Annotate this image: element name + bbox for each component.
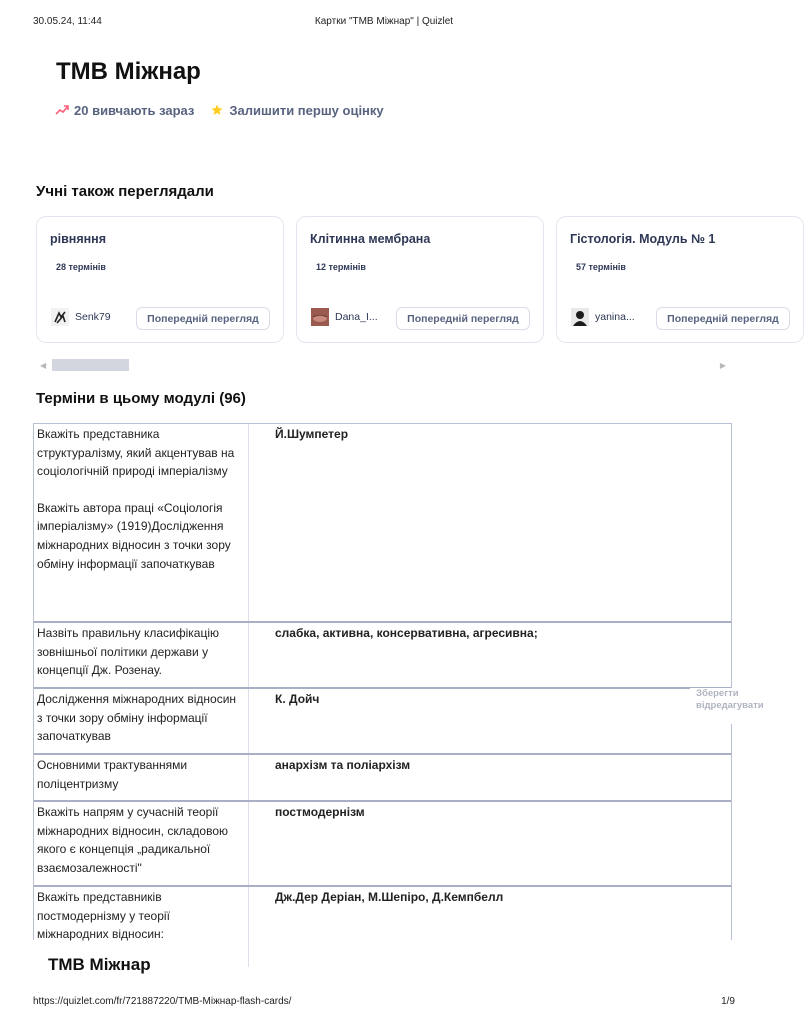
avatar[interactable] xyxy=(571,308,589,326)
print-datetime: 30.05.24, 11:44 xyxy=(33,16,102,27)
definition-text: Назвіть правильну класифікацію зовнішньої політики держави у концепції Дж. Розенау. xyxy=(37,626,219,678)
scrollbar-thumb[interactable] xyxy=(52,359,129,371)
term-definition xyxy=(37,803,237,877)
term-answer: Й.Шумпетер xyxy=(275,427,349,441)
scroll-right-arrow-icon[interactable]: ▶ xyxy=(719,361,726,370)
table-row xyxy=(34,802,731,887)
preview-button[interactable]: Попередній перегляд xyxy=(396,307,530,330)
print-header xyxy=(33,16,735,30)
set-card-term-count: 57 термінів xyxy=(576,262,626,272)
avatar[interactable] xyxy=(51,308,69,326)
term-definition xyxy=(37,756,237,793)
creator-username[interactable]: Senk79 xyxy=(75,311,111,323)
terms-heading: Терміни в цьому модулі (96) xyxy=(36,390,246,407)
creator-username[interactable]: Dana_I... xyxy=(335,311,378,323)
definition-text: Основними трактуваннями поліцентризму xyxy=(37,758,188,791)
set-card-title[interactable]: Клітинна мембрана xyxy=(310,232,431,246)
rate-first-link[interactable]: Залишити першу оцінку xyxy=(229,102,384,118)
print-page-number: 1/9 xyxy=(721,996,735,1007)
term-answer: постмодернізм xyxy=(275,805,365,819)
preview-button[interactable]: Попередній перегляд xyxy=(656,307,790,330)
save-hint-line: Зберегти xyxy=(696,688,739,699)
also-viewed-heading: Учні також переглядали xyxy=(36,183,214,200)
set-card-title[interactable]: рівняння xyxy=(50,232,107,246)
scroll-left-arrow-icon[interactable]: ◀ xyxy=(40,361,47,370)
preview-button[interactable]: Попередній перегляд xyxy=(136,307,270,330)
set-title: ТМВ Міжнар xyxy=(56,58,201,85)
print-footer xyxy=(33,996,735,1010)
term-answer: анархізм та поліархізм xyxy=(275,758,411,772)
set-card-title[interactable]: Гістологія. Модуль № 1 xyxy=(570,232,716,246)
set-card-term-count: 28 термінів xyxy=(56,262,106,272)
carousel-scrollbar[interactable] xyxy=(36,359,726,372)
table-row xyxy=(34,755,731,802)
table-row xyxy=(34,689,731,755)
print-doc-title: Картки "ТМВ Міжнар" | Quizlet xyxy=(314,16,454,27)
save-edit-hint[interactable] xyxy=(690,688,764,724)
definition-text: Вкажіть представників постмодернізму у теорії міжнародних відносин: xyxy=(37,890,170,942)
definition-text: Вкажіть автора праці «Соціологія імперіалізму» (1919)Дослідження міжнародних відносин з точки зору обміну інформації започаткував xyxy=(37,500,231,571)
definition-text: Дослідження міжнародних відносин з точки зору обміну інформації започаткував xyxy=(37,692,237,744)
avatar[interactable] xyxy=(311,308,329,326)
table-row xyxy=(34,424,731,623)
also-viewed-carousel xyxy=(36,216,779,344)
terms-table xyxy=(33,423,764,942)
term-answer: слабка, активна, консервативна, агресивна; xyxy=(275,626,538,640)
star-icon[interactable] xyxy=(210,103,224,117)
term-definition xyxy=(37,425,237,573)
set-card-term-count: 12 термінів xyxy=(316,262,366,272)
term-answer: К. Дойч xyxy=(275,692,320,706)
trending-icon xyxy=(55,103,69,117)
term-definition xyxy=(37,690,237,746)
print-url: https://quizlet.com/fr/721887220/TMB-Міжнар-flash-cards/ xyxy=(33,996,292,1007)
studying-now-count: 20 вивчають зараз xyxy=(74,102,195,118)
creator-username[interactable]: yanina... xyxy=(595,311,635,323)
definition-text: Вкажіть напрям у сучасній теорії міжнародних відносин, складовою якого є концепція „радикальної взаємозалежності" xyxy=(37,805,228,875)
set-card[interactable] xyxy=(556,216,804,343)
term-answer: Дж.Дер Деріан, М.Шепіро, Д.Кемпбелл xyxy=(275,890,504,904)
table-row xyxy=(34,623,731,689)
set-card[interactable] xyxy=(296,216,544,343)
sticky-set-title: ТМВ Міжнар xyxy=(48,955,151,974)
set-stats xyxy=(55,101,384,119)
term-definition xyxy=(37,624,237,680)
definition-text: Вкажіть представника структуралізму, який акцентував на соціологічній природі імперіалізму xyxy=(37,427,235,479)
set-card[interactable] xyxy=(36,216,284,343)
term-definition xyxy=(37,888,237,944)
save-hint-line: відредагувати xyxy=(696,700,764,711)
